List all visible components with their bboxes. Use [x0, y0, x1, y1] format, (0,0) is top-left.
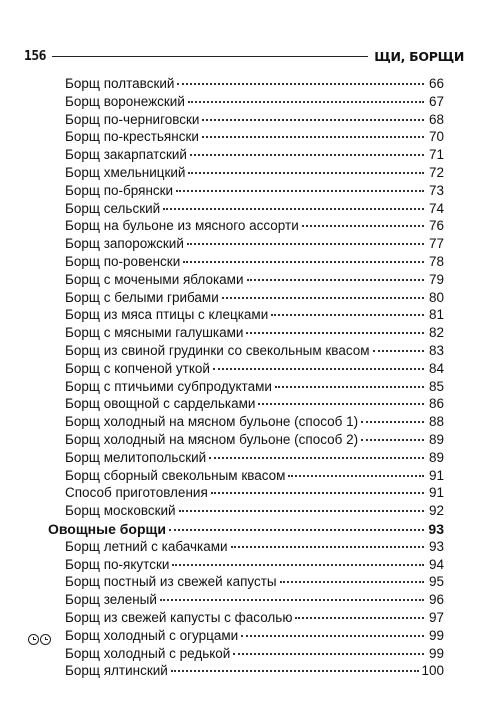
toc-entry-title: Борщ сельский — [65, 200, 161, 216]
dot-leader — [188, 101, 424, 103]
toc-entry — [48, 361, 444, 379]
toc-entry — [48, 236, 444, 254]
dot-leader — [171, 670, 420, 672]
toc-entry — [48, 325, 444, 343]
dot-leader — [233, 653, 424, 655]
toc-entry-title: Борщ закарпатский — [65, 147, 187, 163]
page-number: 156 — [24, 48, 46, 64]
toc-entry-title: Борщ запорожский — [65, 236, 184, 252]
toc-entry-page: 72 — [428, 164, 444, 180]
toc-entry-page: 83 — [428, 342, 444, 358]
table-of-contents — [48, 76, 444, 681]
page-header — [24, 46, 464, 66]
toc-entry — [48, 663, 444, 681]
toc-entry — [48, 165, 444, 183]
toc-entry — [48, 485, 444, 503]
dot-leader — [187, 243, 424, 245]
toc-entry-page: 71 — [428, 147, 444, 163]
toc-section-heading — [48, 521, 444, 539]
toc-entry — [48, 147, 444, 165]
toc-entry-title: Борщ полтавский — [65, 76, 175, 91]
dot-leader — [176, 190, 424, 192]
dot-leader — [211, 492, 424, 494]
dot-leader — [163, 208, 424, 210]
dot-leader — [295, 617, 424, 619]
dot-leader — [169, 529, 424, 531]
toc-entry-page: 94 — [428, 556, 444, 572]
dot-leader — [209, 457, 424, 459]
toc-entry-page: 79 — [428, 271, 444, 287]
toc-entry — [48, 414, 444, 432]
toc-entry-page: 66 — [428, 76, 444, 91]
dot-leader — [190, 154, 424, 156]
toc-entry — [48, 432, 444, 450]
clock-icon — [28, 634, 39, 645]
dot-leader — [231, 546, 424, 548]
toc-entry-page: 91 — [428, 485, 444, 501]
dot-leader — [302, 225, 424, 227]
toc-entry — [48, 539, 444, 557]
toc-entry-page: 84 — [428, 360, 444, 376]
toc-entry-title: Борщ на бульоне из мясного ассорти — [65, 218, 299, 234]
header-rule — [52, 56, 368, 57]
toc-entry-title: Овощные борщи — [48, 520, 166, 537]
toc-entry-page: 100 — [421, 663, 444, 679]
toc-entry — [48, 272, 444, 290]
toc-entry — [48, 503, 444, 521]
toc-entry-title: Борщ холодный с редькой — [65, 645, 231, 661]
toc-entry — [48, 201, 444, 219]
toc-entry-title: Борщ постный из свежей капусты — [65, 574, 277, 590]
dot-leader — [280, 581, 424, 583]
dot-leader — [160, 599, 424, 601]
dot-leader — [247, 279, 424, 281]
toc-entry-title: Борщ из мяса птицы с клецками — [65, 307, 269, 323]
toc-entry-page: 68 — [428, 111, 444, 127]
toc-entry-title: Борщ холодный с огурцами — [65, 627, 239, 643]
toc-entry-title: Борщ холодный на мясном бульоне (способ 1) — [65, 414, 359, 430]
toc-entry-page: 85 — [428, 378, 444, 394]
toc-entry-page: 82 — [428, 325, 444, 341]
toc-entry-title: Борщ овощной с сардельками — [65, 396, 256, 412]
toc-entry-title: Борщ московский — [65, 503, 176, 519]
dot-leader — [361, 421, 424, 423]
toc-entry-page: 73 — [428, 182, 444, 198]
toc-entry-title: Борщ по-ровенски — [65, 253, 181, 269]
toc-entry-page: 97 — [428, 609, 444, 625]
toc-entry-page: 99 — [428, 627, 444, 643]
toc-entry — [48, 290, 444, 308]
toc-entry — [48, 468, 444, 486]
toc-entry-title: Борщ по-брянски — [65, 182, 174, 198]
toc-entry-title: Борщ холодный на мясном бульоне (способ 2) — [65, 431, 359, 447]
toc-entry-title: Борщ с копченой уткой — [65, 360, 210, 376]
toc-entry-title: Борщ с мясными галушками — [65, 325, 244, 341]
dot-leader — [213, 368, 424, 370]
toc-entry-title: Борщ с белыми грибами — [65, 289, 219, 305]
dot-leader — [172, 564, 424, 566]
dot-leader — [288, 475, 424, 477]
toc-entry — [48, 307, 444, 325]
toc-entry — [48, 557, 444, 575]
toc-entry-title: Борщ зеленый — [65, 592, 157, 608]
toc-entry-page: 81 — [428, 307, 444, 323]
toc-entry-page: 67 — [428, 93, 444, 109]
dot-leader — [373, 350, 424, 352]
toc-entry — [48, 396, 444, 414]
toc-entry-title: Борщ сборный свекольным квасом — [65, 467, 286, 483]
toc-entry-title: Борщ по-якутски — [65, 556, 170, 572]
toc-entry-title: Способ приготовления — [65, 485, 208, 501]
toc-entry-title: Борщ воронежский — [65, 93, 185, 109]
double-clock-icon — [28, 634, 51, 645]
toc-entry — [48, 183, 444, 201]
toc-entry-page: 86 — [428, 396, 444, 412]
dot-leader — [202, 136, 424, 138]
toc-entry — [48, 129, 444, 147]
toc-entry-page: 76 — [428, 218, 444, 234]
dot-leader — [222, 297, 424, 299]
toc-entry-page: 96 — [428, 592, 444, 608]
toc-entry-title: Борщ с мочеными яблоками — [65, 271, 244, 287]
toc-entry-title: Борщ по-черниговски — [65, 111, 200, 127]
dot-leader — [246, 332, 424, 334]
toc-entry-page: 78 — [428, 253, 444, 269]
dot-leader — [361, 439, 424, 441]
toc-entry-title: Борщ мелитопольский — [65, 449, 207, 465]
toc-entry — [48, 628, 444, 646]
toc-entry — [48, 218, 444, 236]
toc-entry — [48, 343, 444, 361]
toc-entry-title: Борщ из свиной грудинки со свекольным квасом — [65, 342, 370, 358]
toc-entry — [48, 254, 444, 272]
running-title: ЩИ, БОРЩИ — [374, 48, 464, 64]
toc-entry — [48, 112, 444, 130]
toc-entry — [48, 592, 444, 610]
toc-entry-page: 77 — [428, 236, 444, 252]
toc-entry-page: 70 — [428, 129, 444, 145]
toc-entry — [48, 379, 444, 397]
toc-entry-page: 92 — [428, 503, 444, 519]
toc-entry-title: Борщ с птичьими субпродуктами — [65, 378, 272, 394]
toc-entry-title: Борщ хмельницкий — [65, 164, 186, 180]
toc-entry-title: Борщ летний с кабачками — [65, 538, 228, 554]
toc-entry-page: 91 — [428, 467, 444, 483]
dot-leader — [275, 386, 424, 388]
toc-entry — [48, 94, 444, 112]
dot-leader — [258, 403, 424, 405]
toc-entry-page: 99 — [428, 645, 444, 661]
toc-entry — [48, 76, 444, 94]
dot-leader — [177, 83, 424, 85]
toc-entry-page: 89 — [428, 449, 444, 465]
dot-leader — [241, 635, 424, 637]
toc-entry-page: 95 — [428, 574, 444, 590]
toc-entry — [48, 646, 444, 664]
dot-leader — [183, 261, 424, 263]
toc-entry — [48, 450, 444, 468]
toc-entry-page: 80 — [428, 289, 444, 305]
dot-leader — [202, 119, 424, 121]
toc-entry-title: Борщ по-крестьянски — [65, 129, 199, 145]
toc-entry — [48, 610, 444, 628]
dot-leader — [188, 172, 424, 174]
dot-leader — [179, 510, 424, 512]
toc-entry — [48, 574, 444, 592]
toc-entry-page: 88 — [428, 414, 444, 430]
dot-leader — [271, 314, 424, 316]
toc-entry-page: 74 — [428, 200, 444, 216]
toc-entry-page: 89 — [428, 431, 444, 447]
toc-entry-page: 93 — [428, 538, 444, 554]
toc-entry-page: 93 — [428, 520, 444, 537]
clock-icon — [40, 634, 51, 645]
toc-entry-title: Борщ из свежей капусты с фасолью — [65, 609, 293, 625]
toc-entry-title: Борщ ялтинский — [65, 663, 168, 679]
